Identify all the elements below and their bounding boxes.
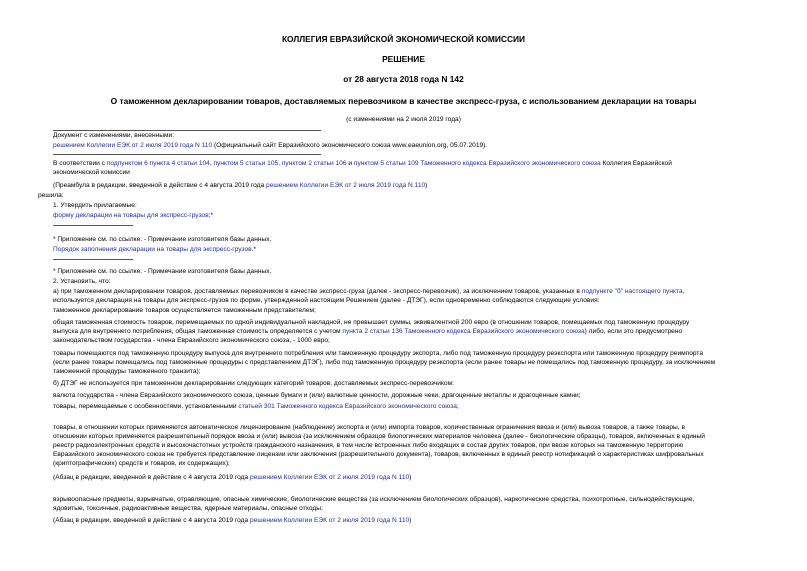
preamble-text: и bbox=[346, 160, 354, 167]
divider bbox=[53, 130, 321, 131]
edition-text: (Абзац в редакции, введенной в действие с 4 августа 2019 года bbox=[53, 474, 251, 481]
amend-heading: Документ с изменениями, внесенными: bbox=[53, 132, 175, 139]
category-currency: валюта государства - члена Евразийского экономического союза, ценные бумаги и (или) валютные ценности, дорожные чеки, драгоценные металлы и драгоценные камни; bbox=[53, 392, 581, 399]
article-136-link[interactable]: пункта 2 статьи 136 Таможенного кодекса Евразийского экономического союза bbox=[342, 328, 585, 335]
doc-type: РЕШЕНИЕ bbox=[382, 54, 425, 64]
para-text: выпуска для внутреннего потребления, общая таможенная стоимость определяется с учетом bbox=[53, 328, 343, 335]
hazardous-line-2: ядовитые, токсичные, радиоактивные вещества, ядерные материалы, опасные отходы; bbox=[53, 505, 323, 512]
amend-rest: (Официальный сайт Евразийского экономического союза www.eaeunion.org, 05.07.2019). bbox=[212, 142, 488, 149]
preamble-line-1 bbox=[53, 160, 672, 169]
amend-link[interactable]: решением Коллегии ЕЭК от 2 июля 2019 года N 110 bbox=[53, 142, 213, 149]
edition-text: (Абзац в редакции, введенной в действие с 4 августа 2019 года bbox=[53, 517, 251, 524]
preamble-text: Коллегия Евразийской bbox=[600, 160, 672, 167]
edition-text: ) bbox=[409, 474, 412, 481]
item2a-line-2: используется декларация на товары для экспресс-грузов по форме, утвержденной настоящим Решением (далее - ДТЭГ), если одновременно соблюдаются следующие условия: bbox=[53, 297, 600, 304]
article-301-link[interactable]: статьей 301 Таможенного кодекса Евразийского экономического союза bbox=[238, 403, 457, 410]
hazardous-line-1: взрывоопасные предметы, взрывчатые, отравляющие, опасные химические, биологические вещества (за исключением биологических образцов), наркотические средства, психотропные, сильнодействующие, bbox=[53, 496, 695, 503]
item2a-line-1 bbox=[53, 288, 770, 297]
document-title: О таможенном декларировании товаров, доставляемых перевозчиком в качестве экспресс-груза, с использованием декларации на товары bbox=[110, 96, 697, 106]
condition-3-line-3: таможенной процедуры таможенного транзита); bbox=[53, 368, 201, 375]
para-text: , bbox=[682, 288, 685, 295]
procedure-tail: .* bbox=[251, 246, 257, 253]
footnote-1: * Приложение см. по ссылке. - Примечание изготовителя базы данных. bbox=[53, 236, 272, 243]
form-tail: ;* bbox=[208, 212, 214, 219]
preamble-link-articles[interactable]: подпунктом 6 пункта 4 статьи 104, пунктом 5 статьи 105, пунктом 2 статьи 106 bbox=[106, 160, 347, 167]
condition-1: таможенное декларирование товаров осуществляется таможенным представителем; bbox=[53, 307, 316, 314]
edition-link[interactable]: решением Коллегии ЕЭК от 2 июля 2019 года N 110 bbox=[250, 474, 410, 481]
licensing-line-5: (криптографических) средств и товаров, их содержащих); bbox=[53, 460, 230, 467]
category-features bbox=[53, 403, 459, 412]
item1-heading: 1. Утвердить прилагаемые: bbox=[53, 202, 137, 209]
preamble-link-code[interactable]: пунктом 5 статьи 109 Таможенного кодекса Евразийского экономического союза bbox=[353, 160, 601, 167]
edition-link[interactable]: решением Коллегии ЕЭК от 2 июля 2019 года N 110 bbox=[266, 182, 426, 189]
preamble-text: В соответствии с bbox=[53, 160, 107, 167]
para-text: а) при таможенном декларировании товаров, доставляемых перевозчиком в качестве экспресс-груза (далее - экспресс-перевозчик), за исключением товаров, указанных в bbox=[53, 288, 582, 295]
edition-note-3 bbox=[53, 517, 411, 526]
amend-line bbox=[53, 142, 487, 151]
footnote-divider bbox=[53, 259, 133, 260]
edition-text: (Преамбула в редакции, введенной в действие с 4 августа 2019 года bbox=[53, 182, 267, 189]
edition-link[interactable]: решением Коллегии ЕЭК от 2 июля 2019 года N 110 bbox=[250, 517, 410, 524]
condition-2-line-3: законодательством государства - члена Евразийского экономического союза, - 1000 евро; bbox=[53, 337, 330, 344]
condition-2-line-1: общая таможенная стоимость товаров, перемещаемых по одной индивидуальной накладной, не превышает суммы, эквивалентной 200 евро (в отношении товаров, помещаемых под таможенную процедуру bbox=[53, 319, 690, 326]
condition-2-line-2 bbox=[53, 328, 770, 337]
licensing-line-1: товары, в отношении которых применяются автоматическое лицензирование (наблюдение) экспорта и (или) импорта товаров, количественные ограничения ввоза и (или) вывоза товаров, а также товары, в bbox=[53, 424, 685, 431]
decided-label: решила: bbox=[38, 192, 64, 199]
procedure-link[interactable]: Порядок заполнения декларации на товары для экспресс-грузов bbox=[53, 246, 252, 253]
para-text: ; bbox=[456, 403, 459, 410]
para-text: товары, перемещаемые с особенностями, установленными bbox=[53, 403, 239, 410]
licensing-line-4: Евразийского экономического союза не требуется представление лицензии или заключения (разрешительного документа), товаров, включенных в единый реестр нотификаций о характеристиках шифровальных bbox=[53, 451, 704, 458]
licensing-line-2: отношении которых применяется разрешительный порядок ввоза и (или) вывоза (за исключением образцов биологических материалов человека (далее - биологические образцы), товаров, включенных в единый bbox=[53, 433, 705, 440]
divider bbox=[53, 154, 321, 155]
changes-note: (с изменениями на 2 июля 2019 года) bbox=[346, 116, 461, 123]
edition-text: ) bbox=[409, 517, 412, 524]
licensing-line-3: реестр радиоэлектронных средств и высокочастотных устройств гражданского назначения, в том числе встроенных либо входящих в состав других товаров, при ввозе которых на таможенную территорию bbox=[53, 442, 684, 449]
item2-heading: 2. Установить, что: bbox=[53, 278, 111, 285]
preamble-line-2: экономической комиссии bbox=[53, 169, 130, 176]
form-item bbox=[53, 212, 213, 221]
preamble-edition-note bbox=[53, 182, 427, 191]
para-text: ) либо, если это предусмотрено bbox=[584, 328, 683, 335]
date-number: от 28 августа 2018 года N 142 bbox=[343, 74, 464, 84]
subpoint-b-link[interactable]: подпункте "б" настоящего пункта bbox=[581, 288, 683, 295]
item2b-heading: б) ДТЭГ не используется при таможенном декларировании следующих категорий товаров, доставляемых экспресс-перевозчиком: bbox=[53, 380, 454, 387]
footnote-divider bbox=[53, 225, 133, 226]
procedure-item bbox=[53, 246, 256, 255]
form-link[interactable]: форму декларации на товары для экспресс-грузов bbox=[53, 212, 209, 219]
org-title: КОЛЛЕГИЯ ЕВРАЗИЙСКОЙ ЭКОНОМИЧЕСКОЙ КОМИССИИ bbox=[281, 34, 526, 44]
condition-3-line-1: товары помещаются под таможенную процедуру выпуска для внутреннего потребления или таможенную процедуру экспорта, либо под таможенную процедуру реэкспорта или таможенную процедуру реимпорта bbox=[53, 350, 704, 357]
footnote-2: * Приложение см. по ссылке. - Примечание изготовителя базы данных. bbox=[53, 268, 272, 275]
condition-3-line-2: (если ранее товары помещались под таможенные процедуры с представлением ДТЭГ), либо под таможенную процедуру реэкспорта (если ранее товары не помещались под таможенную процедуру, за исключением bbox=[53, 359, 716, 366]
edition-text: ) bbox=[425, 182, 428, 189]
edition-note-2 bbox=[53, 474, 411, 483]
